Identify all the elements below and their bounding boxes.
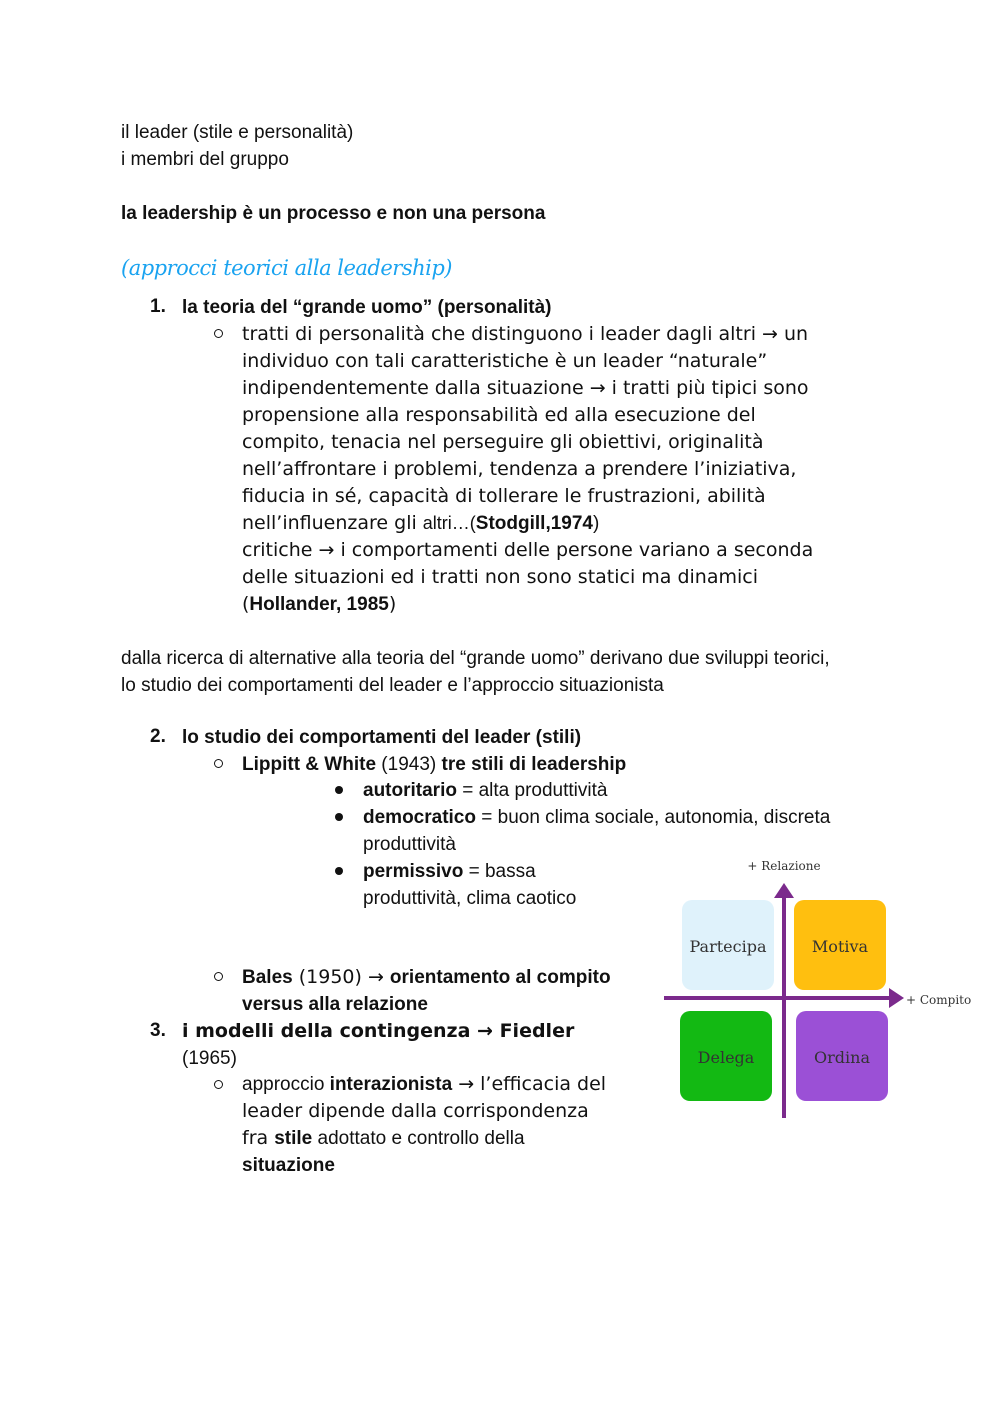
- contingency-line-3: [242, 1125, 525, 1152]
- intro-line-leader: il leader (stile e personalità): [121, 122, 354, 143]
- bales-line-1: [242, 964, 611, 991]
- hollow-bullet-icon: [214, 759, 223, 768]
- contingency-line-2: leader dipende dalla corrispondenza: [242, 1100, 589, 1122]
- lippitt-white-line: [242, 751, 626, 778]
- text-line: compito, tenacia nel perseguire gli obiettivi, originalità: [242, 431, 764, 453]
- hollow-bullet-icon: [214, 329, 223, 338]
- contingency-line-4: situazione: [242, 1155, 335, 1176]
- quadrant-label-partecipa: Partecipa: [689, 937, 767, 956]
- text-fragment: → l’efficacia del: [452, 1073, 607, 1095]
- transition-line-1: dalla ricerca di alternative alla teoria del “grande uomo” derivano due sviluppi teorici,: [121, 648, 830, 669]
- text-fragment: ): [388, 593, 397, 615]
- filled-bullet-icon: [335, 867, 343, 875]
- text-fragment: ): [593, 513, 600, 534]
- text-fragment: nell’influenzare gli: [242, 512, 423, 534]
- text-line: individuo con tali caratteristiche è un leader “naturale”: [242, 350, 768, 372]
- intro-line-members: i membri del gruppo: [121, 149, 289, 170]
- quadrant-label-delega: Delega: [697, 1048, 755, 1067]
- stile-term: stile: [274, 1128, 313, 1149]
- text-line: [242, 591, 813, 618]
- y-axis-label: + Relazione: [747, 859, 821, 873]
- filled-bullet-icon: [335, 786, 343, 794]
- authors-lippitt-white: Lippitt & White: [242, 754, 377, 775]
- style-autoritario: [363, 777, 607, 804]
- transition-line-2: lo studio dei comportamenti del leader e l’approccio situazionista: [121, 675, 664, 696]
- bales-line-2: versus alla relazione: [242, 994, 428, 1015]
- text-line: delle situazioni ed i tratti non sono statici ma dinamici: [242, 566, 759, 588]
- author-bales: Bales: [242, 967, 293, 988]
- style-name: autoritario: [363, 780, 457, 801]
- style-desc: = alta produttività: [456, 780, 608, 801]
- text-line: propensione alla responsabilità ed alla esecuzione del: [242, 404, 756, 426]
- quadrant-label-ordina: Ordina: [814, 1048, 870, 1067]
- quadrant-label-motiva: Motiva: [811, 937, 869, 956]
- text-fragment: (: [242, 593, 250, 615]
- x-axis-arrow-icon: [889, 988, 904, 1008]
- item-number-3: 3.: [150, 1020, 166, 1041]
- style-name: democratico: [363, 807, 476, 828]
- year-1950: (1950) →: [292, 966, 390, 988]
- text-line: indipendentemente dalla situazione → i tratti più tipici sono: [242, 377, 809, 399]
- text-fragment: fra: [242, 1127, 275, 1149]
- style-democratico: [363, 804, 830, 831]
- filled-bullet-icon: [335, 813, 343, 821]
- text-line: [242, 510, 813, 537]
- citation-hollander: Hollander, 1985: [249, 594, 389, 615]
- citation-stodgill: Stodgill,1974: [475, 513, 593, 534]
- hollow-bullet-icon: [214, 972, 223, 981]
- item-number-1: 1.: [150, 296, 166, 317]
- y-axis-arrow-icon: [774, 883, 794, 898]
- text-line: tratti di personalità che distinguono i leader dagli altri → un: [242, 323, 809, 345]
- style-democratico-cont: produttività: [363, 834, 456, 855]
- section-heading: (approcci teorici alla leadership): [121, 256, 452, 280]
- style-name: permissivo: [363, 861, 464, 882]
- text-fragment: orientamento al compito: [389, 967, 611, 988]
- style-desc: = buon clima sociale, autonomia, discreta: [475, 807, 831, 828]
- x-axis-label: + Compito: [906, 993, 972, 1007]
- text-fragment: altri…(: [422, 513, 476, 533]
- text-fragment: approccio: [242, 1074, 330, 1095]
- contingency-line-1: [242, 1071, 606, 1098]
- style-desc: = bassa: [463, 861, 536, 882]
- text-line: nell’affrontare i problemi, tendenza a prendere l’iniziativa,: [242, 458, 797, 480]
- text-line: critiche → i comportamenti delle persone variano a seconda: [242, 539, 814, 561]
- leadership-quadrant-diagram: [660, 850, 980, 1125]
- year-1965: (1965): [182, 1048, 237, 1069]
- item-title-great-man: la teoria del “grande uomo” (personalità): [182, 297, 552, 318]
- key-statement: la leadership è un processo e non una persona: [121, 203, 546, 224]
- year-1943: (1943): [376, 754, 442, 775]
- three-styles-title: tre stili di leadership: [441, 754, 627, 775]
- style-permissivo: [363, 858, 536, 885]
- item-title-contingency: i modelli della contingenza → Fiedler: [182, 1020, 575, 1042]
- style-permissivo-cont: produttività, clima caotico: [363, 888, 577, 909]
- item-title-behaviours: lo studio dei comportamenti del leader (stili): [182, 727, 582, 748]
- interazionista-term: interazionista: [329, 1074, 453, 1095]
- text-fragment: adottato e controllo della: [312, 1128, 525, 1149]
- text-line: fiducia in sé, capacità di tollerare le frustrazioni, abilità: [242, 485, 766, 507]
- hollow-bullet-icon: [214, 1080, 223, 1089]
- item-number-2: 2.: [150, 726, 166, 747]
- great-man-description: [242, 321, 813, 618]
